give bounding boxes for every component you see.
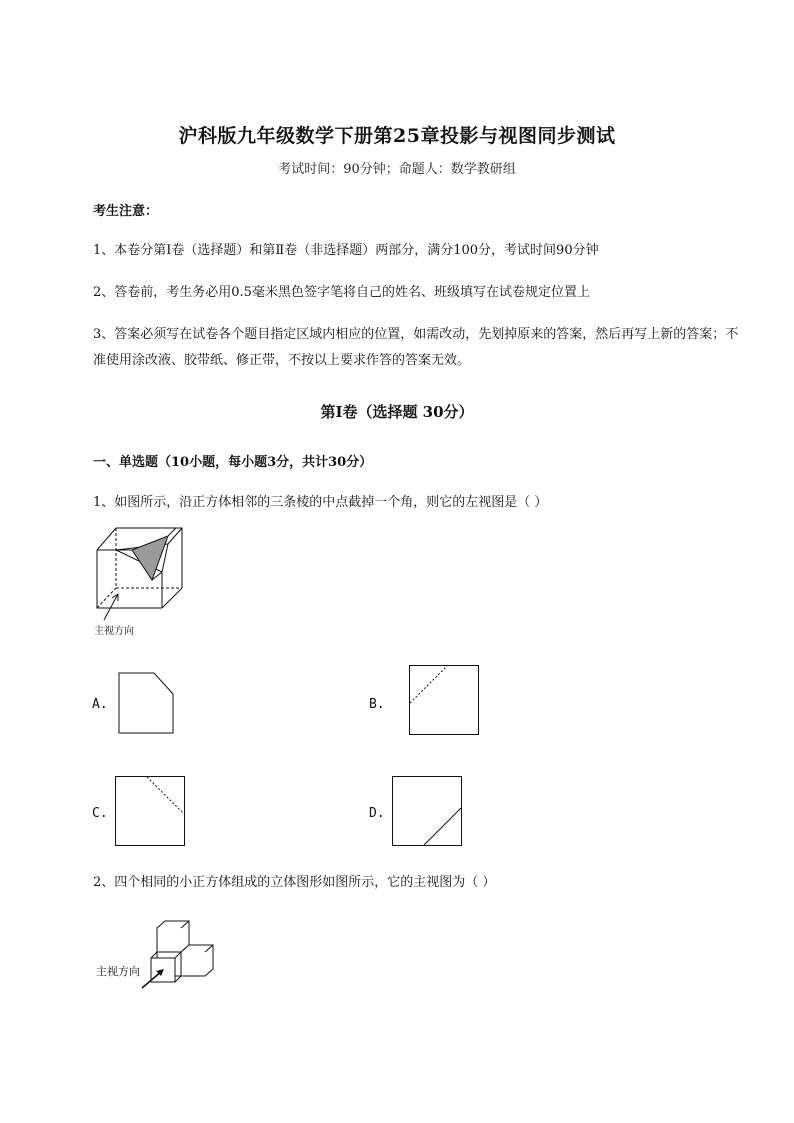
option-d-figure[interactable] bbox=[392, 776, 462, 846]
exam-info: 考试时间：90分钟；命题人：数学教研组 bbox=[278, 162, 516, 177]
option-c-figure[interactable] bbox=[115, 776, 185, 846]
question-1-direction-label: 主视方向 bbox=[94, 626, 134, 637]
part-heading: 一、单选题（10小题，每小题3分，共计30分） bbox=[93, 455, 373, 470]
option-a-figure[interactable] bbox=[118, 672, 174, 734]
option-a-label[interactable]: A. bbox=[92, 697, 108, 712]
page-title: 沪科版九年级数学下册第25章投影与视图同步测试 bbox=[178, 125, 616, 147]
option-c-label[interactable]: C. bbox=[92, 806, 108, 821]
section-title: 第I卷（选择题 30分） bbox=[320, 403, 474, 421]
question-1-text: 1、如图所示，沿正方体相邻的三条棱的中点截掉一个角，则它的左视图是（ ） bbox=[93, 495, 548, 510]
question-2-direction-label: 主视方向 bbox=[96, 965, 140, 978]
notice-item-2: 2、答卷前，考生务必用0.5毫米黑色签字笔将自己的姓名、班级填写在试卷规定位置上 bbox=[93, 285, 590, 300]
notice-item-3: 3、答案必须写在试卷各个题目指定区域内相应的位置，如需改动，先划掉原来的答案，然后再写上新的答案；不准使用涂改液、胶带纸、修正带，不按以上要求作答的答案无效。 bbox=[93, 327, 739, 368]
notice-heading: 考生注意： bbox=[93, 204, 159, 219]
option-d-label[interactable]: D. bbox=[369, 806, 385, 821]
option-b-figure[interactable] bbox=[409, 665, 479, 735]
question-2-cubes-figure bbox=[140, 918, 220, 990]
option-b-label[interactable]: B. bbox=[369, 697, 385, 712]
notice-item-1: 1、本卷分第I卷（选择题）和第Ⅱ卷（非选择题）两部分，满分100分，考试时间90分钟 bbox=[93, 243, 599, 258]
question-2-text: 2、四个相同的小正方体组成的立体图形如图所示，它的主视图为（ ） bbox=[93, 875, 496, 890]
